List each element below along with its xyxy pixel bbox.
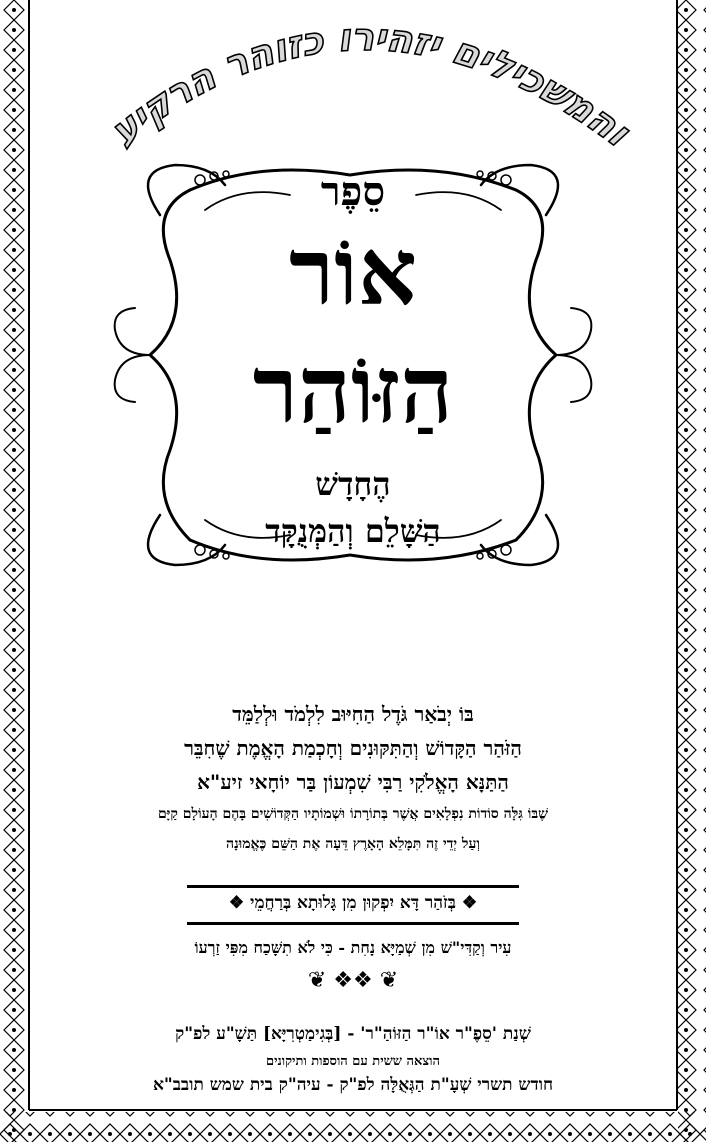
title-sefer: סֵפֶר — [320, 168, 386, 215]
title-word-hazohar: הַזּוֹהַר — [252, 336, 454, 444]
quote-rule-bottom — [187, 922, 519, 925]
description-line-2: הַזֹּהַר הַקָּדוֹשׁ וְהַתִּקּוּנִים וְחָכְמַת הָאֱמֶת שֶׁחִבֵּר — [184, 736, 522, 760]
border-bottom — [0, 1112, 706, 1142]
svg-text:והמשכילים יזהירו כזוהר הרקיע — [102, 15, 638, 155]
quote-rule-top — [187, 885, 519, 888]
footer-date-line: חודש תשרי שְׁעָ"ת הַגְּאֻלָּה לפ"ק - עיה"ק בית שמש תובב"א — [152, 1075, 554, 1095]
title-hechadash: הֶחָדָשׁ — [315, 465, 391, 503]
description-line-1: בּוֹ יְבֹאַר גֹּדֶל הַחִיּוּב לִלְמֹד וּלְלַמֵּד — [232, 702, 474, 726]
description-line-5: וְעַל יְדֵי זֶה תִּמָּלֵא הָאָרֶץ דֵּעָה אֶת הַשֵּׁם כֶּאֱמוּנָה — [226, 836, 480, 852]
description-line-4: שֶׁבּוֹ גִּלָּה סוֹדוֹת נִפְלָאִים אֲשֶׁר בְּתוֹרָתוֹ וּשְׁמוֹתָיו הַקְּדוֹשִׁים בָּהֶם הָעוֹלָם קַיָּם — [158, 806, 548, 822]
quote-text: ❖ בְּזֹהַר דָּא יִפְקוּן מִן גָּלוּתָא בְּרַחֲמֵי ❖ — [228, 893, 478, 913]
ornament-divider: ❦ ❖❖ ❦ — [307, 968, 399, 993]
footer-year-line: שְׁנַת 'סֵפֶ"ר אוֹ"ר הַזּוֹהַ"ר' - [בְּגִימַטְרִיָּא] תַּשָׁ"ע לפ"ק — [175, 1024, 531, 1044]
description-line-3: הַתַּנָּא הָאֱלֹקִי רַבִּי שִׁמְעוֹן בַּר יוֹחָאי זיע"א — [197, 770, 509, 794]
header-arc-text: והמשכילים יזהירו כזוהר הרקיע — [101, 14, 638, 155]
footer-edition-line: הוצאה ששית עם הוספות ותיקונים — [266, 1054, 440, 1069]
title-subtitle: הַשָּׁלֵם וְהַמְּנֻקָּד — [265, 512, 441, 550]
quote-verse: עִיר וְקַדִּי"שׁ מִן שְׁמַיָּא נָחִת - כִּי לֹא תִשָּׁכַח מִפִּי זַרְעוֹ — [194, 938, 512, 957]
title-word-or: אוֹר — [289, 218, 417, 326]
